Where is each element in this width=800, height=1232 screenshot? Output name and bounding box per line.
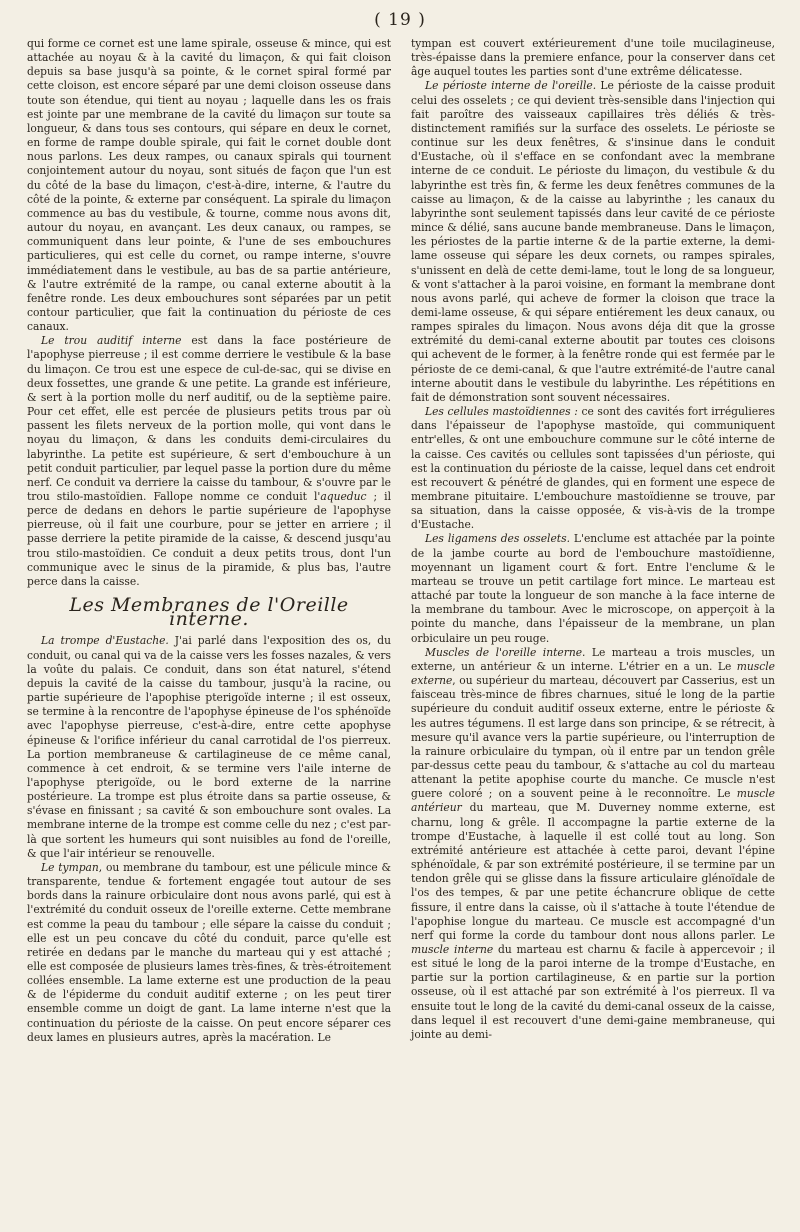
term-external-muscle: muscle externe [411,659,775,688]
paragraph-cochlea: qui forme ce cornet est une lame spirale, osseuse & mince, qui est attachée au noyau & à la cavité du limaçon, & qui fait cloison depuis sa base jusqu'à sa pointe, & le cornet spiral formé par cette cloison, est encore séparé par une demi cloison osseuse dans toute son étendue, qui tient au noyau ; laquelle dans les os frais est jointe par une membrane de la cavité du limaçon sur toute sa longueur, & dans tous ses contours, qui sépare en deux le cornet, en forme de rampe double spirale, qui fait le cornet double dont nous parlons. Les deux rampes, ou canaux spirals qui tournent conjointement autour du noyau, sont situés de façon que l'un est du côté de la base du limaçon, c'est-à-dire, interne, & l'autre du côté de la pointe, & externe par conséquent. La spirale du limaçon commence au bas du vestibule, & tourne, comme nous avons dit, autour du noyau, en avançant. Les deux canaux, ou rampes, se communiquent dans leur pointe, & l'une de ses embouchures particulieres, qui est celle du cornet, ou rampe interne, s'ouvre immédiatement dans le vestibule, au bas de sa partie antérieure, & l'autre extrémité de la rampe, ou canal externe aboutit à la fenêtre ronde. Les deux embouchures sont séparées par un petit contour particulier, que fait la continuation du périoste de ces canaux. [27,37,391,334]
term-anterior-muscle: muscle antérieur [411,787,775,815]
paragraph-lead: Le périoste interne de l'oreille. [425,79,597,93]
paragraph-tympanum-continued: tympan est couvert extérieurement d'une toile mucilagineuse, très-épaisse dans la premiere enfance, pour la conserver dans cet âge auquel toutes les parties sont d'une extrême délicatesse. [411,37,775,79]
term-aqueduc: aqueduc [320,490,367,503]
paragraph-lead: Le tympan [41,860,99,874]
paragraph-periosteum: Le périoste interne de l'oreille. Le périoste de la caisse produit celui des osselets ; ce qui devient très-sensible dans l'injection qui fait paroître des vaisseaux capillaires très déliés & très-distinctement ramifiés sur la surface des osselets. Le périoste se continue sur les deux fenêtres, & s'insinue dans le conduit d'Eustache, où il s'efface en se confondant avec la membrane interne de ce conduit. Le périoste du limaçon, du vestibule & du labyrinthe est très fin, & ferme les deux fenêtres communes de la caisse au limaçon, & de la caisse au labyrinthe ; les canaux du labyrinthe sont seulement tapissés dans leur cavité de ce périoste mince & délié, sans aucune bande membraneuse. Dans le limaçon, les périostes de la partie interne & de la partie externe, la demi-lame osseuse qui sépare les deux cornets, ou rampes spirales, s'unissent en delà de cette demi-lame, tout le long de sa longueur, & vont s'attacher à la paroi voisine, en formant la membrane dont nous avons parlé, qui acheve de former la cloison que trace la demi-lame osseuse, & qui sépare entiérement les deux canaux, ou rampes spirales du limaçon. Nous avons déja dit que la grosse extrémité du demi-canal externe aboutit par toutes ces cloisons qui achevent de le former, à la fenêtre ronde qui est fermée par le périoste de ce demi-canal, & que l'autre extrémité-de l'autre canal interne aboutit dans le vestibule du labyrinthe. Les répétitions en fait de démonstration sont souvent nécessaires. [411,79,775,404]
page-number: ( 19 ) [374,10,426,30]
paragraph-lead: Le trou auditif interne [41,334,182,348]
paragraph-lead: Les cellules mastoïdiennes : [425,405,578,419]
left-column [27,37,391,1045]
paragraph-mastoid-cells: Les cellules mastoïdiennes : ce sont des cavités fort irrégulieres dans l'épaisseur de l'apophyse mastoïde, qui communiquent entr'elles, & ont une embouchure commune sur le côté interne de la caisse. Ces cavités ou cellules sont tapissées d'un périoste, qui est la continuation du périoste de la caisse, lequel dans cet endroit est recouvert & pénétré de glandes, qui en forment une espece de membrane pituitaire. L'embouchure mastoïdienne se trouve, par sa situation, dans la caisse opposée, & vis-à-vis de la trompe d'Eustache. [411,405,775,532]
paragraph-lead: Muscles de l'oreille interne. [425,645,586,659]
paragraph-muscles: Muscles de l'oreille interne. Le marteau a trois muscles, un externe, un antérieur & un interne. L'étrier en a un. Le muscle externe, ou supérieur du marteau, découvert par Casserius, est un faisceau très-mince de fibres charnues, situé le long de la partie supérieure du conduit auditif osseux externe, entre le périoste & les autres tégumens. Il est large dans son principe, & se rétrecit, à mesure qu'il avance vers la partie supérieure, ou l'interruption de la rainure orbiculaire du tympan, où il entre par un tendon grêle par-dessus cette peau du tambour, & s'attache au col du marteau attenant la petite apophise courte du manche. Ce muscle n'est guere coloré ; on a souvent peine à le reconnoître. Le muscle antérieur du marteau, que M. Duverney nomme externe, est charnu, long & grêle. Il accompagne la partie externe de la trompe d'Eustache, à laquelle il est collé tout au long. Son extrémité antérieure est attachée à cette paroi, devant l'épine sphénoïdale, & par son extrémité postérieure, il se termine par un tendon grêle qui se glisse dans la fissure articulaire glénoïdale de l'os des tempes, & par une petite échancrure oblique de cette fissure, il entre dans la caisse, où il s'attache à toute l'étendue de l'apophise longue du marteau. Ce muscle est accompagné d'un nerf qui forme la corde du tambour dont nous allons parler. Le muscle interne du marteau est charnu & facile à appercevoir ; il est situé le long de la paroi interne de la trompe d'Eustache, en partie sur la portion cartilagineuse, & en partie sur la portion osseuse, où il est attaché par son extrémité à l'os pierreux. Il va ensuite tout le long de la cavité du demi-canal osseux de la caisse, dans lequel il est recouvert d'une demi-gaine membraneuse, qui jointe au demi- [411,645,775,1041]
paragraph-tympanum: Le tympan, ou membrane du tambour, est une pélicule mince & transparente, tendue & fortement engagée tout autour de ses bords dans la rainure orbiculaire dont nous avons parlé, qui est à l'extrémité du conduit osseux de l'oreille externe. Cette membrane est comme la peau du tambour ; elle sépare la caisse du conduit ; elle est un peu concave du côté du conduit, parce qu'elle est retirée en dedans par le manche du marteau qui y est attaché ; elle est composée de plusieurs lames très-fines, & très-étroitement collées ensemble. La lame externe est une production de la peau & de l'épiderme du conduit auditif externe ; on les peut tirer ensemble comme un doigt de gant. La lame interne n'est que la continuation du périoste de la caisse. On peut encore séparer ces deux lames en plusieurs autres, après la macération. Le [27,860,391,1044]
section-heading: Les Membranes de l'Oreille interne. [69,594,349,631]
paragraph-ossicle-ligaments: Les ligamens des osselets. L'enclume est attachée par la pointe de la jambe courte au bord de l'embouchure mastoïdienne, moyennant un ligament court & fort. Entre l'enclume & le marteau se trouve un petit cartilage fort mince. Le marteau est attaché par toute la longueur de son manche à la face interne de la membrane du tambour. Avec le microscope, on apperçoit à la pointe du manche, dans l'épaisseur de la membrane, un plan orbiculaire un peu rouge. [411,532,775,645]
paragraph-eustachian-tube: La trompe d'Eustache. J'ai parlé dans l'exposition des os, du conduit, ou canal qui va de la caisse vers les fosses nazales, & vers la voûte du palais. Ce conduit, dans son état naturel, s'étend depuis la cavité de la caisse du tambour, jusqu'à la racine, ou partie supérieure de l'apophise pterigoïde interne ; il est osseux, se termine à la rencontre de l'apophyse épineuse de l'os sphénoïde avec l'apophyse pierreuse, c'est-à-dire, entre cette apophyse épineuse & l'orifice inférieur du canal carrotidal de l'os pierreux. La portion membraneuse & cartilagineuse de ce même canal, commence à cet endroit, & se termine vers l'aile interne de l'apophyse pterigoïde, ou le bord externe de la narrine postérieure. La trompe est plus étroite dans sa partie osseuse, & s'évase en finissant ; sa cavité & son embouchure sont ovales. La membrane interne de la trompe est comme celle du nez ; c'est par-là que sortent les humeurs qui sont nuisibles au fond de l'oreille, & que l'air intérieur se renouvelle. [27,634,391,860]
term-internal-muscle: muscle interne [411,943,494,956]
paragraph-internal-auditory-meatus: Le trou auditif interne est dans la face postérieure de l'apophyse pierreuse ; il est comme derriere le vestibule & la base du limaçon. Ce trou est une espece de cul-de-sac, qui se divise en deux fossettes, une grande & une petite. La grande est inférieure, & sert à la portion molle du nerf auditif, ou de la septième paire. Pour cet effet, elle est percée de plusieurs petits trous par où passent les filets nerveux de la portion molle, qui vont dans le noyau du limaçon, & dans les conduits demi-circulaires du labyrinthe. La petite est supérieure, & sert d'embouchure à un petit conduit particulier, par lequel passe la portion dure du même nerf. Ce conduit va derriere la caisse du tambour, & s'ouvre par le trou stilo-mastoïdien. Fallope nomme ce conduit l'aqueduc ; il perce de dedans en dehors le partie supérieure de l'apophyse pierreuse, où il fait une courbure, pour se jetter en arriere ; il passe derriere la petite piramide de la caisse, & descend jusqu'au trou stilo-mastoïdien. Ce conduit a deux petits trous, dont l'un communique avec le sinus de la piramide, & plus bas, l'autre perce dans la caisse. [27,334,391,588]
paragraph-lead: La trompe d'Eustache. [41,634,169,648]
right-column [411,37,775,1042]
paragraph-lead: Les ligamens des osselets. [425,532,570,546]
